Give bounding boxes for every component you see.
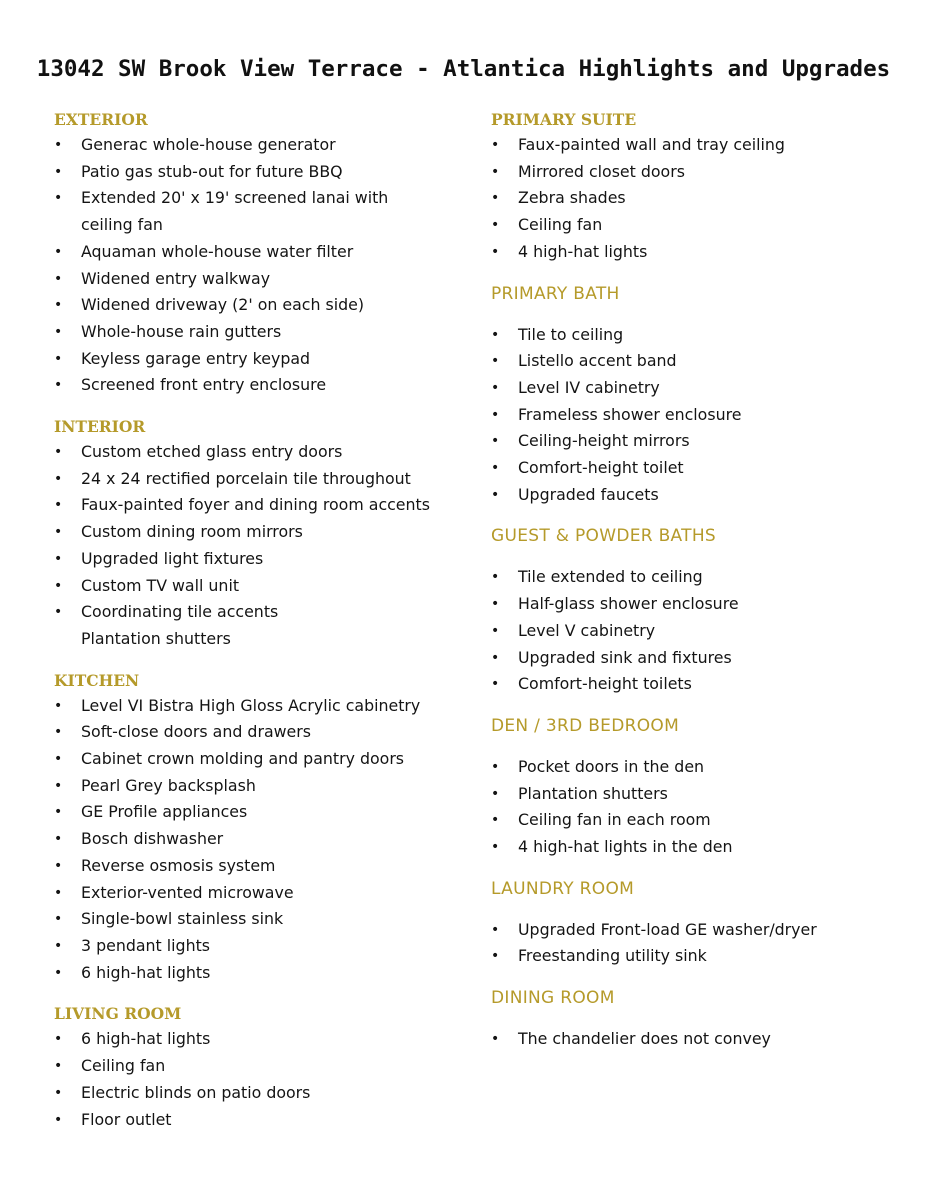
list-item: • Listello accent band [491, 348, 901, 375]
guest-powder-baths-list [491, 564, 901, 698]
den-3rd-bedroom-list [491, 754, 901, 861]
list-item: • Ceiling fan [54, 1053, 474, 1080]
section-heading-guest-powder-baths: GUEST & POWDER BATHS [491, 526, 717, 547]
list-item: • Whole-house rain gutters [54, 319, 474, 346]
list-item: • Cabinet crown molding and pantry doors [54, 746, 474, 773]
list-item: • Screened front entry enclosure [54, 372, 474, 399]
list-item: • Single-bowl stainless sink [54, 906, 474, 933]
section-heading-exterior: EXTERIOR [54, 110, 148, 129]
list-item: • Comfort-height toilet [491, 455, 901, 482]
list-item: • Generac whole-house generator [54, 132, 474, 159]
section-heading-primary-suite: PRIMARY SUITE [491, 110, 637, 129]
list-item: • Bosch dishwasher [54, 826, 474, 853]
list-item: • Soft-close doors and drawers [54, 719, 474, 746]
list-item: • Electric blinds on patio doors [54, 1080, 474, 1107]
list-item: • Faux-painted foyer and dining room accents [54, 492, 474, 519]
list-item: • 6 high-hat lights [54, 1026, 474, 1053]
list-item: • Pocket doors in the den [491, 754, 901, 781]
living-room-list [54, 1026, 474, 1133]
page-title: 13042 SW Brook View Terrace - Atlantica Highlights and Upgrades [36, 56, 891, 82]
section-heading-living-room: LIVING ROOM [54, 1004, 182, 1024]
list-item: • Mirrored closet doors [491, 159, 901, 186]
list-item: • 24 x 24 rectified porcelain tile throughout [54, 466, 474, 493]
primary-bath-list [491, 322, 901, 509]
list-item: • Level VI Bistra High Gloss Acrylic cabinetry [54, 693, 474, 720]
list-item: • Upgraded sink and fixtures [491, 645, 901, 672]
list-item: • Coordinating tile accents [54, 599, 474, 626]
section-heading-dining-room: DINING ROOM [491, 988, 615, 1009]
list-item: • 4 high-hat lights in the den [491, 834, 901, 861]
list-item: • Ceiling fan in each room [491, 807, 901, 834]
list-item: • Widened entry walkway [54, 266, 474, 293]
list-item: • Upgraded faucets [491, 482, 901, 509]
list-item: • Aquaman whole-house water filter [54, 239, 474, 266]
list-item: • Custom dining room mirrors [54, 519, 474, 546]
list-item: • Upgraded light fixtures [54, 546, 474, 573]
section-heading-primary-bath: PRIMARY BATH [491, 283, 620, 304]
list-item: • GE Profile appliances [54, 799, 474, 826]
list-item: • Zebra shades [491, 185, 901, 212]
list-item: • Widened driveway (2' on each side) [54, 292, 474, 319]
list-item: • Plantation shutters [491, 781, 901, 808]
kitchen-list [54, 693, 474, 987]
list-item: • Ceiling-height mirrors [491, 428, 901, 455]
list-item-unbulleted: Plantation shutters [81, 628, 231, 648]
list-item: • The chandelier does not convey [491, 1026, 901, 1053]
list-item: • Exterior-vented microwave [54, 880, 474, 907]
list-item: • Frameless shower enclosure [491, 402, 901, 429]
section-heading-interior: INTERIOR [54, 417, 146, 437]
list-item: • Keyless garage entry keypad [54, 346, 474, 373]
list-item: • Tile to ceiling [491, 322, 901, 349]
dining-room-list [491, 1026, 901, 1053]
list-item: • Faux-painted wall and tray ceiling [491, 132, 901, 159]
list-item: • Level IV cabinetry [491, 375, 901, 402]
right-column [491, 108, 901, 1053]
list-item: • Patio gas stub-out for future BBQ [54, 159, 474, 186]
list-item: • Comfort-height toilets [491, 671, 901, 698]
list-item: • Custom TV wall unit [54, 573, 474, 600]
list-item: • Ceiling fan [491, 212, 901, 239]
exterior-list [54, 132, 474, 399]
list-item: • Tile extended to ceiling [491, 564, 901, 591]
list-item: • Level V cabinetry [491, 618, 901, 645]
section-heading-den-3rd-bedroom: DEN / 3RD BEDROOM [491, 715, 680, 736]
list-item: • Reverse osmosis system [54, 853, 474, 880]
section-heading-laundry-room: LAUNDRY ROOM [491, 878, 635, 899]
laundry-room-list [491, 917, 901, 970]
list-item: • Pearl Grey backsplash [54, 773, 474, 800]
list-item: • Custom etched glass entry doors [54, 439, 474, 466]
list-item: • 3 pendant lights [54, 933, 474, 960]
list-item: • 6 high-hat lights [54, 960, 474, 987]
list-item: • Freestanding utility sink [491, 943, 901, 970]
list-item: • 4 high-hat lights [491, 239, 901, 266]
primary-suite-list [491, 132, 901, 266]
list-item: • Floor outlet [54, 1107, 474, 1134]
left-column [54, 108, 474, 1133]
interior-list [54, 439, 474, 653]
list-item: • Upgraded Front-load GE washer/dryer [491, 917, 901, 944]
section-heading-kitchen: KITCHEN [54, 670, 140, 690]
list-item: • Half-glass shower enclosure [491, 591, 901, 618]
list-item: • Extended 20' x 19' screened lanai with [54, 185, 474, 212]
list-item-continuation: ceiling fan [81, 215, 163, 235]
